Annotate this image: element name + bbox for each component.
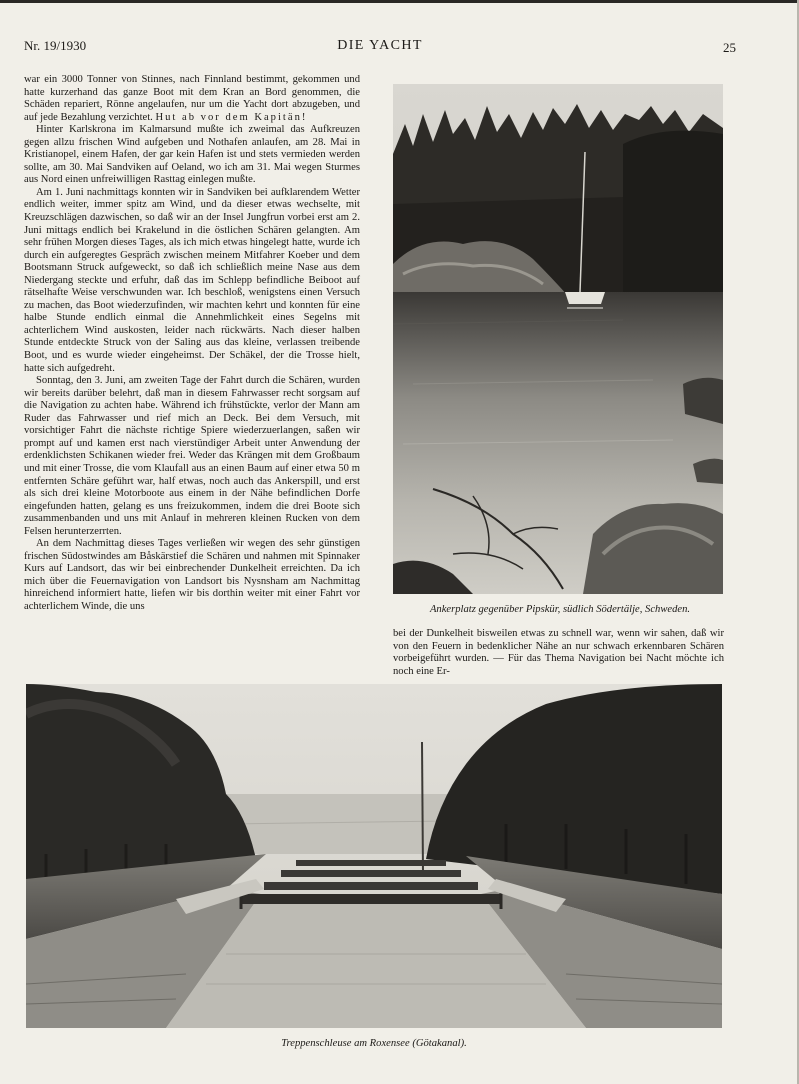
emphasis-spaced: Hut ab vor dem Kapitän! — [155, 111, 308, 123]
right-text-column — [393, 628, 724, 678]
page-top-rule — [0, 0, 799, 3]
anchorage-photo — [393, 84, 723, 594]
page-header — [24, 38, 736, 60]
continuation-paragraph: bei der Dunkelheit bisweilen etwas zu schnell war, wenn wir sahen, daß wir von den Feuern in bedenklicher Nähe an nur schwach erkennbaren Schären vorbeigeführt wurden. — Für das Thema Navigation bei Nacht möchte ich noch eine Er- — [393, 628, 724, 677]
page-number: 25 — [723, 40, 736, 55]
paragraph-3: Am 1. Juni nachmittags konnten wir in Sandviken bei aufklarendem Wetter endlich weiter, immer spitz am Wind, und da dieser etwas wechselte, mit Kreuzschlägen dazwischen, so daß wir an der Insel Jungfrun vorbei erst am 2. Juni mittags endlich bei Krakelund in die östlichen Schären gelangten. Am sehr frühen Morgen dieses Tages, als ich mich etwas hingelegt hatte, wurde ich durch ein aufgeregtes Gespräch zwischen meinem Mitfahrer Koeber und dem Bootsmann Struck aufgeweckt, so daß ich schließlich meine Nase aus dem Niedergang steckte und erfuhr, daß das im Schlepp befindliche Beiboot auf rätselhafte Weise verschwunden war. Ich beschloß, wenigstens einen Versuch zu machen, das Boot wiederzufinden, wir machten kehrt und konnten für eine halbe Stunde endlich einmal die Annehmlichkeit eines Segelns mit achterlichem Wind auskosten, leider nach rückwärts. Nach dieser halben Stunde entdeckte Struck von der Saling aus das kleine, verlassen treibende Boot, und es wurde wieder eingeheimst. Der Schäkel, der die Trosse hielt, hatte sich aufgedreht. — [24, 186, 360, 374]
paragraph-2: Hinter Karlskrona im Kalmarsund mußte ich zweimal das Aufkreuzen gegen allzu frischen Wind aufgeben und Nothafen anlaufen, am 28. Mai in Kristianopel, einem Hafen, der gar kein Hafen ist und stets vermieden werden sollte, am 30. Mai Sandviken auf Oeland, wo ich am 31. Mai wegen Sturmes aus Nord einen unfreiwilligen Rasttag einlegen mußte. — [24, 124, 360, 186]
paragraph-5: An dem Nachmittag dieses Tages verließen wir wegen des sehr günstigen frischen Südostwindes am Båskärstief die Schären und nahmen mit Spinnaker Kurs auf Landsort, das wir bei einbrechender Dunkelheit erreichten. Da ich mich über die Feuernavigation von Landsort bis Nysnsham am Nachmittag hinreichend informiert hatte, liefen wir bis dorthin weiter mit einer Fahrt vor achterlichem Winde, die uns — [24, 538, 360, 612]
anchorage-caption: Ankerplatz gegenüber Pipskür, südlich Södertälje, Schweden. — [429, 604, 691, 615]
paragraph-4: Sonntag, den 3. Juni, am zweiten Tage der Fahrt durch die Schären, wurden wir bereits darüber belehrt, daß man in diesem Fahrwasser recht sorgsam auf die Navigation zu achten habe. Während ich frühstückte, verlor der Mann am Ruder das Fahrwasser und rief mich an Deck. Bei dem Versuch, mit vorsichtiger Fahrt die nächste richtige Spiere wiederzuerlangen, saßen wir prompt auf und kamen erst nach vierstündiger Arbeit unter Anwendung der erdenklichsten Schikanen wieder frei. Weder das Krängen mit dem Großbaum und mit einer Trosse, die vom Klaufall aus an einen Baum auf einer etwa 50 m entfernten Schäre geführt war, half etwas, noch auch das Ankerspill, und erst als sich drei kleine Motorboote aus einem in der Nähe befindlichen Dorfe eingefunden hatten, gelang es uns freizukommen, indem die drei Boote sich zusammenbanden und uns mit Anlauf in mehreren kleinen Rucken von dem Felsen herunterzerrten. — [24, 375, 360, 537]
issue-number: Nr. 19/1930 — [24, 38, 87, 53]
lock-caption: Treppenschleuse am Roxensee (Götakanal). — [281, 1038, 467, 1049]
magazine-title: DIE YACHT — [337, 38, 423, 53]
paragraph-1: war ein 3000 Tonner von Stinnes, nach Finnland bestimmt, gekommen und hatte kurzerhand das ganze Boot mit dem Kran an Bord genommen, die Schäden repariert, Rönne angelaufen, nur um die Yacht dort abzugeben, und auf jede Bezahlung verzichtet. Hut ab vor dem Kapitän! — [24, 74, 360, 123]
left-text-column — [24, 74, 360, 614]
lock-photo — [26, 684, 722, 1028]
